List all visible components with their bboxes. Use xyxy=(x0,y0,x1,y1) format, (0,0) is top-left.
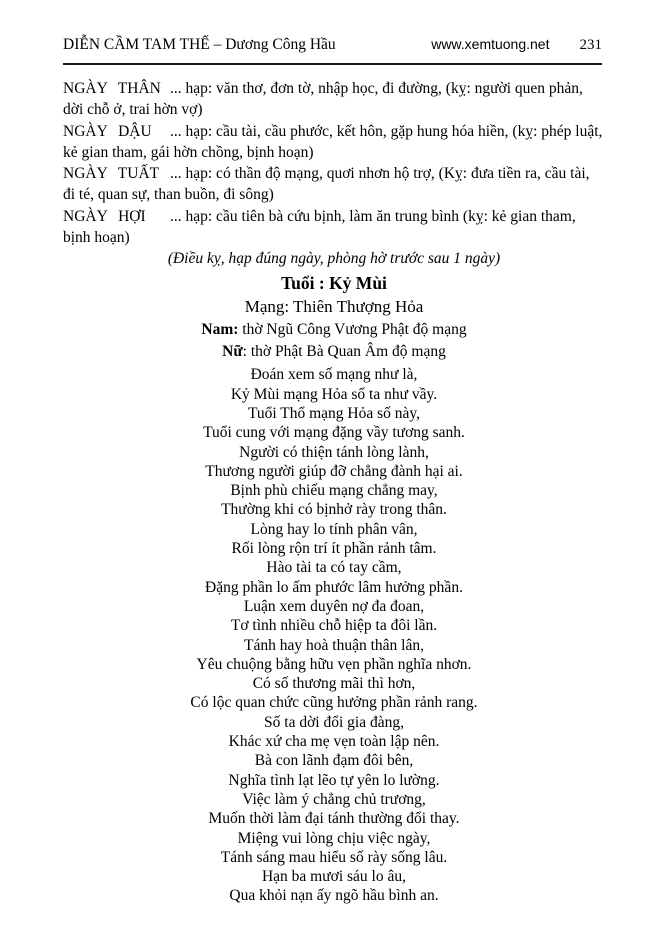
day-text: ... hạp: cầu tiên bà cứu bịnh, làm ăn trung bình (kỵ: kẻ gian tham, bịnh hoạn) xyxy=(63,207,576,247)
nam-text: thờ Ngũ Công Vương Phật độ mạng xyxy=(238,321,467,339)
poem xyxy=(63,365,605,905)
poem-line: Hạn ba mươi sáu lo âu, xyxy=(261,868,406,886)
poem-line: Tánh hay hoà thuận thân lân, xyxy=(244,636,424,654)
day-entries xyxy=(63,78,605,248)
poem-line: Yêu chuộng bằng hữu vẹn phần nghĩa nhơn. xyxy=(196,655,472,673)
nam-worship-line xyxy=(63,319,605,341)
day-entry xyxy=(63,78,605,121)
poem-line: Việc làm ý chẳng chủ trương, xyxy=(242,790,426,808)
day-text: ... hạp: có thần độ mạng, quơi nhơn hộ trợ, (Kỵ: đưa tiền ra, cầu tài, đi té, quan sự, than buồn, đi sông) xyxy=(63,165,590,204)
day-label: NGÀY HỢI xyxy=(63,207,146,225)
note-line: (Điều kỵ, hạp đúng ngày, phòng hờ trước sau 1 ngày) xyxy=(167,250,501,268)
poem-line: Thương người giúp đỡ chẳng đành hại ai. xyxy=(205,462,463,480)
poem-line: Tơ tình nhiều chỗ hiệp ta đôi lần. xyxy=(230,617,438,635)
nu-text: : thờ Phật Bà Quan Âm độ mạng xyxy=(242,343,446,361)
poem-line: Kỷ Mùi mạng Hỏa số ta như vầy. xyxy=(230,385,438,403)
day-entry xyxy=(63,121,605,164)
poem-line: Luận xem duyên nợ đa đoan, xyxy=(243,597,425,615)
day-label: NGÀY TUẤT xyxy=(63,165,160,183)
poem-line: Có số thương mãi thì hơn, xyxy=(252,675,416,693)
poem-line: Hào tài ta có tay cầm, xyxy=(266,559,402,577)
poem-line: Qua khỏi nạn ấy ngõ hầu bình an. xyxy=(229,887,439,905)
day-text: ... hạp: văn thơ, đơn tờ, nhập học, đi đường, (kỵ: người quen phản, dời chỗ ở, trai hờn vợ) xyxy=(63,80,583,119)
day-text: ... hạp: cầu tài, cầu phước, kết hôn, gặp hung hóa hiền, (kỵ: phép luật, kẻ gian tham, gái hờn chồng, bịnh hoạn) xyxy=(63,122,603,161)
page-content xyxy=(63,78,605,906)
poem-line: Người có thiện tánh lòng lành, xyxy=(239,443,429,461)
poem-line: Đoán xem số mạng như là, xyxy=(250,366,418,384)
poem-line: Số ta dời đổi gia đàng, xyxy=(264,713,404,731)
poem-line: Muốn thời làm đại tánh thường đổi thay. xyxy=(208,810,460,828)
poem-line: Tánh sáng mau hiểu số rày sống lâu. xyxy=(220,848,448,866)
poem-line: Đặng phần lo ấm phước lâm hưởng phần. xyxy=(205,578,463,596)
day-label: NGÀY THÂN xyxy=(63,80,161,97)
poem-line: Miệng vui lòng chịu việc ngày, xyxy=(237,829,431,847)
book-title: DIỄN CẦM TAM THẾ – Dương Công Hầu xyxy=(63,36,336,53)
poem-line: Bịnh phù chiếu mạng chẳng may, xyxy=(230,482,438,500)
day-label: NGÀY DẬU xyxy=(63,122,152,140)
poem-line: Lòng hay lo tính phân vân, xyxy=(250,520,418,538)
nu-worship-line xyxy=(63,341,605,363)
age-title: Tuổi : Kỷ Mùi xyxy=(281,273,387,294)
nam-label: Nam: xyxy=(201,321,239,339)
poem-line: Nghĩa tình lạt lẽo tự yên lo lường. xyxy=(228,771,440,789)
nu-label: Nữ xyxy=(222,343,243,361)
poem-line: Tuổi cung với mạng đặng vầy tương sanh. xyxy=(203,424,465,442)
website-url: www.xemtuong.net xyxy=(431,36,550,52)
poem-line: Khác xứ cha mẹ vẹn toàn lập nên. xyxy=(228,733,440,751)
page-number: 231 xyxy=(579,37,602,53)
page-header xyxy=(63,0,602,65)
day-entry xyxy=(63,206,605,249)
poem-line: Bà con lãnh đạm đôi bên, xyxy=(254,752,414,770)
menh-line: Mạng: Thiên Thượng Hỏa xyxy=(244,297,424,317)
day-entry xyxy=(63,163,605,206)
poem-line: Có lộc quan chức cũng hưởng phần rảnh rang. xyxy=(190,694,478,712)
poem-line: Tuổi Thổ mạng Hỏa số này, xyxy=(247,404,421,422)
poem-line: Rối lòng rộn trí ít phần rảnh tâm. xyxy=(231,540,437,558)
poem-line: Thường khi có bịnhở rày trong thân. xyxy=(221,501,447,519)
